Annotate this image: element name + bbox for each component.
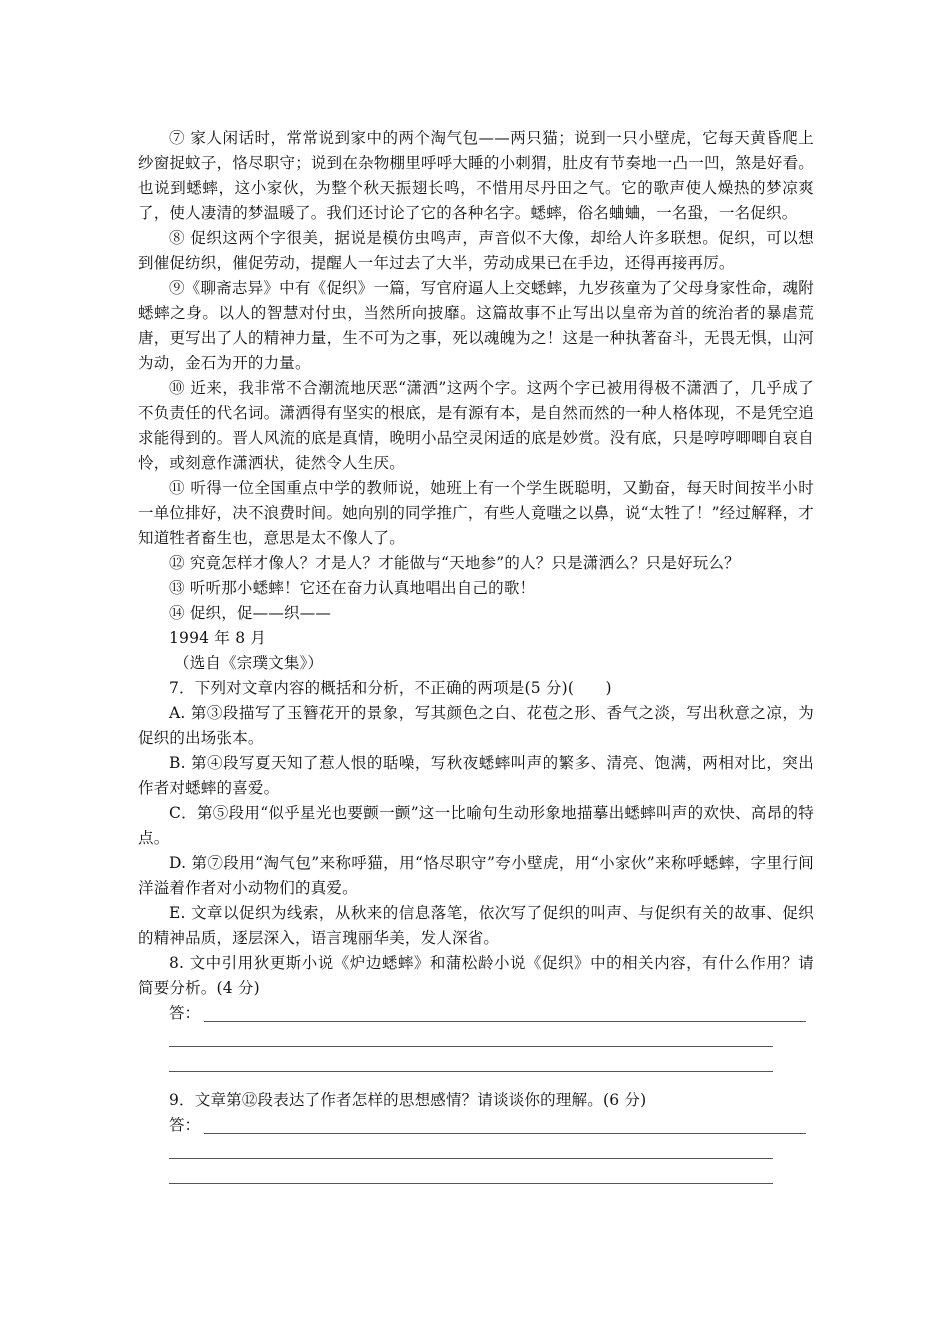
paragraph-10: ⑩ 近来，我非常不合潮流地厌恶“潇洒”这两个字。这两个字已被用得极不潇洒了，几乎成了不负责任的代名词。潇洒得有坚实的根底，是有源有本，是自然而然的一种人格体现，不是凭空追求能得到的。晋人风流的底是真情，晚明小品空灵闲适的底是妙赏。没有底，只是哼哼唧唧自哀自怜，或刻意作潇洒状，徒然令人生厌。	[138, 379, 814, 472]
answer-rule	[204, 1133, 806, 1134]
question-8-answer-line-1[interactable]	[138, 1001, 814, 1026]
answer-rule	[169, 1183, 773, 1184]
answer-label: 答：	[169, 1004, 201, 1022]
paragraph-8: ⑧ 促织这两个字很美，据说是模仿虫鸣声，声音似不大像，却给人许多联想。促织，可以想到催促纺织，催促劳动，提醒人一年过去了大半，劳动成果已在手边，还得再接再厉。	[138, 229, 814, 272]
date-line: 1994 年 8 月	[169, 629, 267, 647]
question-9-stem: 9．文章第⑫段表达了作者怎样的思想感情？请谈谈你的理解。(6 分)	[169, 1091, 647, 1109]
question-7-option-b: B. 第④段写夏天知了惹人恨的聒噪，写秋夜蟋蟀叫声的繁多、清亮、饱满，两相对比，突出作者对蟋蟀的喜爱。	[138, 754, 814, 797]
question-7-option-d: D. 第⑦段用“淘气包”来称呼猫，用“恪尽职守”夸小壁虎，用“小家伙”来称呼蟋蟀，字里行间洋溢着作者对小动物们的真爱。	[138, 854, 814, 897]
document-page	[138, 126, 814, 1188]
paragraph-12: ⑫ 究竟怎样才像人？才是人？才能做与“天地参”的人？只是潇洒么？只是好玩么？	[169, 554, 740, 572]
question-8-stem: 8. 文中引用狄更斯小说《炉边蟋蟀》和蒲松龄小说《促织》中的相关内容，有什么作用？请简要分析。(4 分)	[138, 954, 814, 997]
question-8-answer-line-3[interactable]	[138, 1051, 814, 1076]
paragraph-14: ⑭ 促织，促——织——	[169, 604, 332, 622]
question-9-answer-line-1[interactable]	[138, 1113, 814, 1138]
paragraph-13: ⑬ 听听那小蟋蟀！它还在奋力认真地唱出自己的歌！	[169, 579, 536, 597]
question-9-answer-line-2[interactable]	[138, 1138, 814, 1163]
question-7-option-a: A. 第③段描写了玉簪花开的景象，写其颜色之白、花苞之形、香气之淡，写出秋意之凉，为促织的出场张本。	[138, 704, 814, 747]
question-7-stem: 7．下列对文章内容的概括和分析，不正确的两项是(5 分)( )	[169, 679, 612, 697]
answer-label: 答：	[169, 1116, 201, 1134]
spacer	[138, 1076, 814, 1088]
paragraph-11: ⑪ 听得一位全国重点中学的教师说，她班上有一个学生既聪明，又勤奋，每天时间按半小时一单位排好，决不浪费时间。她向别的同学推广，有些人竟嗤之以鼻，说“太牲了！”经过解释，才知道牲者畜生也，意思是太不像人了。	[138, 479, 814, 547]
answer-rule	[169, 1046, 773, 1047]
paragraph-7: ⑦ 家人闲话时，常常说到家中的两个淘气包——两只猫；说到一只小壁虎，它每天黄昏爬上纱窗捉蚊子，恪尽职守；说到在杂物棚里呼呼大睡的小刺猬，肚皮有节奏地一凸一凹，煞是好看。也说到蟋蟀，这小家伙，为整个秋天振翅长鸣，不惜用尽丹田之气。它的歌声使人燥热的梦凉爽了，使人凄清的梦温暖了。我们还讨论了它的各种名字。蟋蟀，俗名蛐蛐，一名蛩，一名促织。	[138, 129, 814, 222]
source-line: （选自《宗璞文集》）	[174, 654, 324, 672]
question-7-option-c: C．第⑤段用“似乎星光也要颤一颤”这一比喻句生动形象地描摹出蟋蟀叫声的欢快、高昂的特点。	[138, 804, 814, 847]
question-7-option-e: E. 文章以促织为线索，从秋来的信息落笔，依次写了促织的叫声、与促织有关的故事、促织的精神品质，逐层深入，语言瑰丽华美，发人深省。	[138, 904, 814, 947]
question-8-answer-line-2[interactable]	[138, 1026, 814, 1051]
question-9-answer-line-3[interactable]	[138, 1163, 814, 1188]
answer-rule	[169, 1071, 773, 1072]
paragraph-9: ⑨《聊斋志异》中有《促织》一篇，写官府逼人上交蟋蟀，九岁孩童为了父母身家性命，魂附蟋蟀之身。以人的智慧对付虫，当然所向披靡。这篇故事不止写出以皇帝为首的统治者的暴虐荒唐，更写出了人的精神力量，生不可为之事，死以魂魄为之！这是一种执著奋斗，无畏无惧，山河为动，金石为开的力量。	[138, 279, 814, 372]
answer-rule	[204, 1021, 806, 1022]
answer-rule	[169, 1158, 773, 1159]
